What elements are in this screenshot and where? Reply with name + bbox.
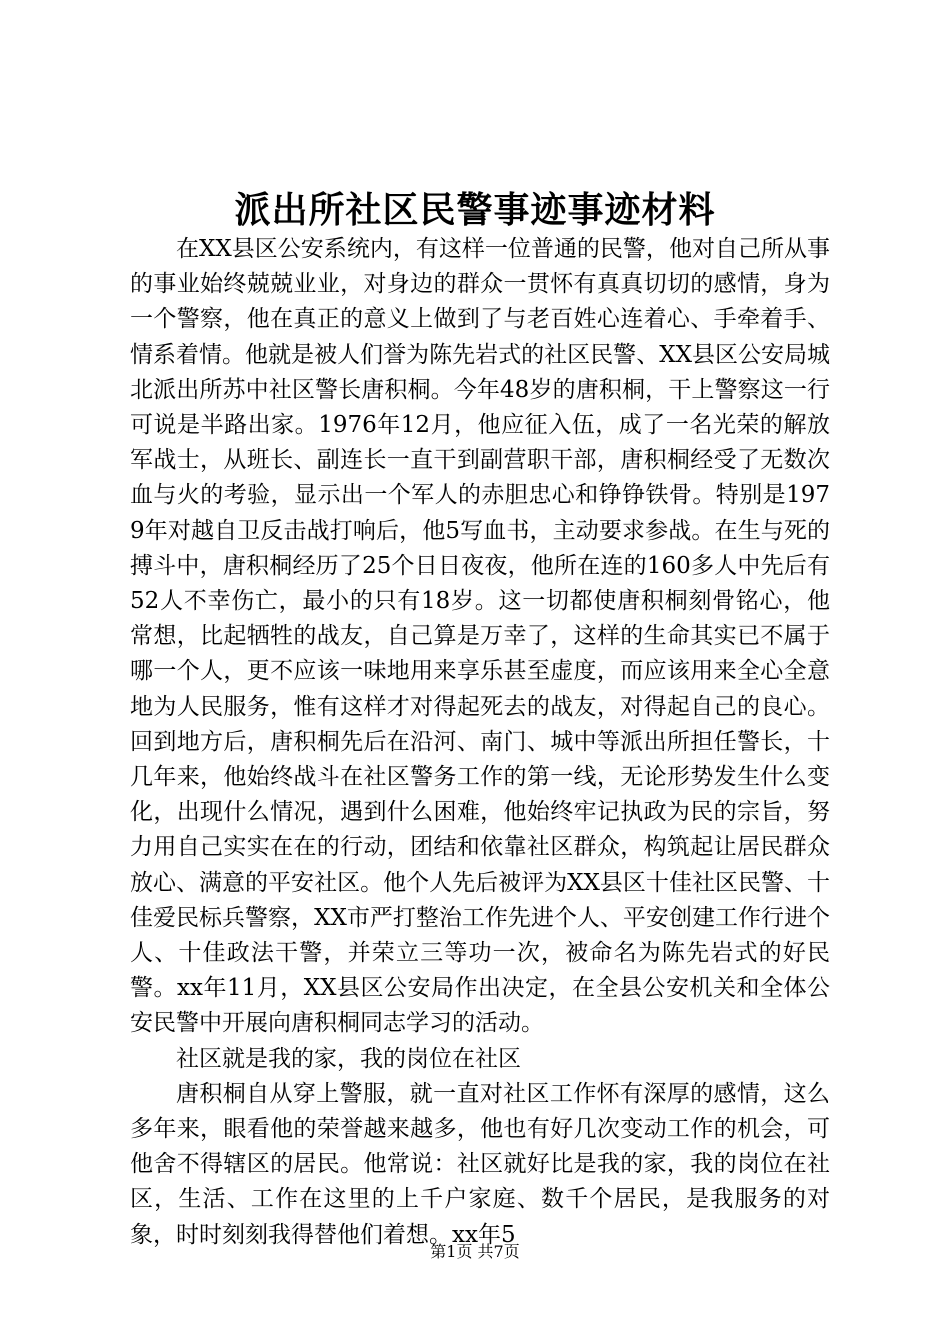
document-title: 派出所社区民警事迹事迹材料 bbox=[234, 189, 716, 231]
paragraph-subheading: 社区就是我的家，我的岗位在社区 bbox=[176, 1045, 521, 1072]
paragraph-community: 唐积桐自从穿上警服，就一直对社区工作怀有深厚的感情，这么多年来，眼看他的荣誉越来越多，他也有好几次变动工作的机会，可他舍不得辖区的居民。他常说：社区就好比是我的家，我的岗位在社区，生活、工作在这里的上千户家庭、数千个居民，是我服务的对象，时时刻刻我得替他们着想。xx年5 bbox=[130, 1080, 830, 1248]
paragraph-intro: 在XX县区公安系统内，有这样一位普通的民警，他对自己所从事的事业始终兢兢业业，对身边的群众一贯怀有真真切切的感情，身为一个警察，他在真正的意义上做到了与老百姓心连着心、手牵着手、情系着情。他就是被人们誉为陈先岩式的社区民警、XX县区公安局城北派出所苏中社区警长唐积桐。今年48岁的唐积桐，干上警察这一行可说是半路出家。1976年12月，他应征入伍，成了一名光荣的解放军战士，从班长、副连长一直干到副营职干部，唐积桐经受了无数次血与火的考验，显示出一个军人的赤胆忠心和铮铮铁骨。特别是1979年对越自卫反击战打响后，他5写血书，主动要求参战。在生与死的搏斗中，唐积桐经历了25个日日夜夜，他所在连的160多人中先后有52人不幸伤亡，最小的只有18岁。这一切都使唐积桐刻骨铭心，他常想，比起牺牲的战友，自己算是万幸了，这样的生命其实已不属于哪一个人，更不应该一味地用来享乐甚至虚度，而应该用来全心全意地为人民服务，惟有这样才对得起死去的战友，对得起自己的良心。回到地方后，唐积桐先后在沿河、南门、城中等派出所担任警长，十几年来，他始终战斗在社区警务工作的第一线，无论形势发生什么变化，出现什么情况，遇到什么困难，他始终牢记执政为民的宗旨，努力用自己实实在在的行动，团结和依靠社区群众，构筑起让居民群众放心、满意的平安社区。他个人先后被评为XX县区十佳社区民警、十佳爱民标兵警察，XX市严打整治工作先进个人、平安创建工作行进个人、十佳政法干警，并荣立三等功一次，被命名为陈先岩式的好民警。xx年11月，XX县区公安局作出决定，在全县公安机关和全体公安民警中开展向唐积桐同志学习的活动。 bbox=[130, 236, 830, 1037]
document-body bbox=[130, 232, 830, 1253]
page-footer: 第1页 共7页 bbox=[430, 1242, 520, 1261]
